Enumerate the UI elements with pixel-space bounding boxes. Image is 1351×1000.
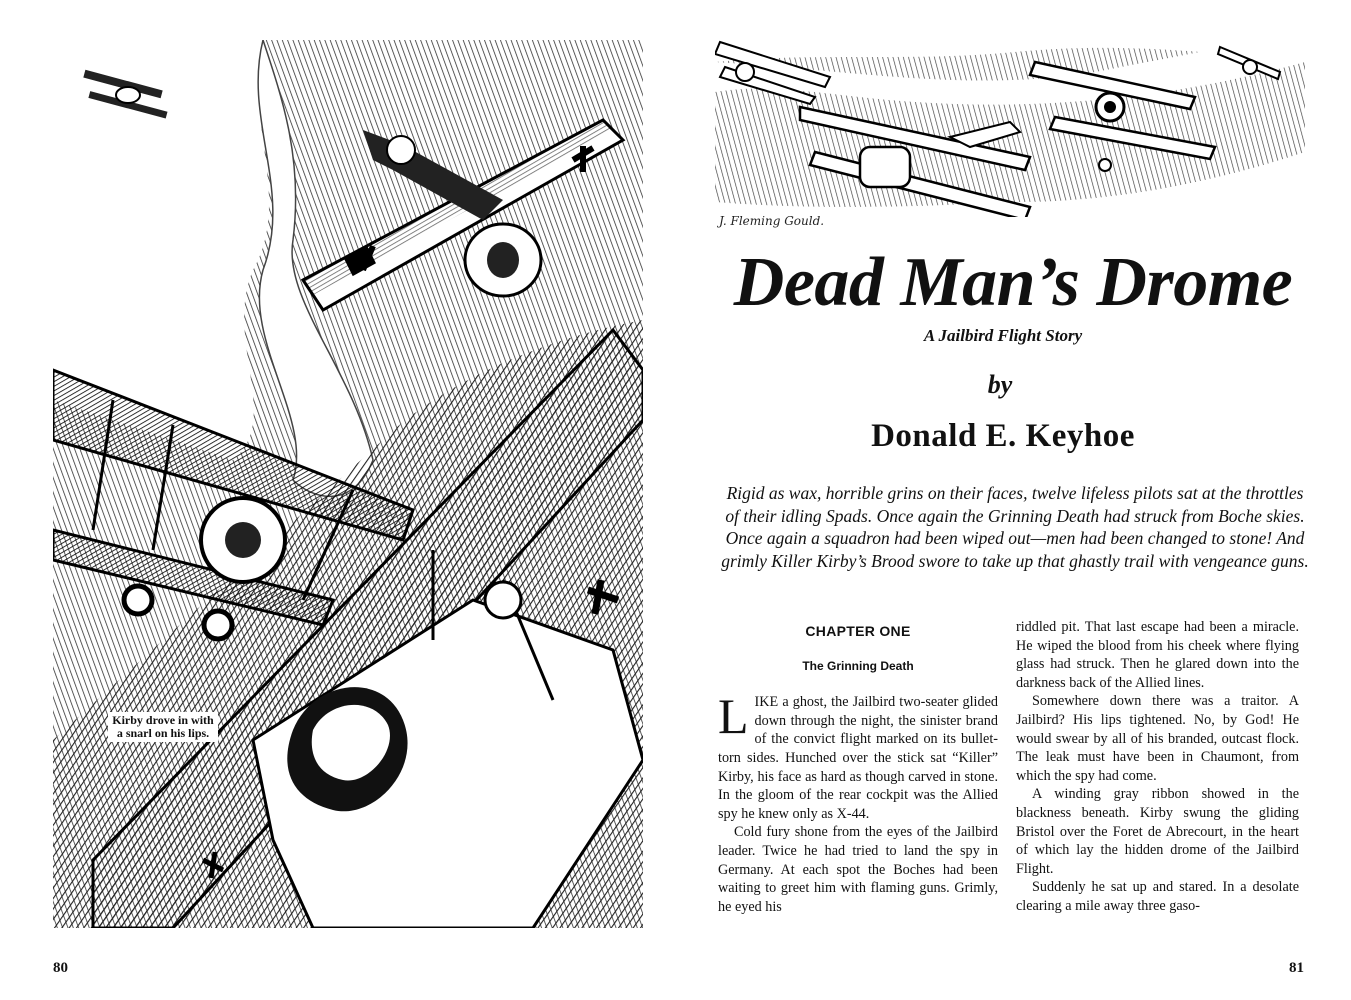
paragraph: A winding gray ribbon showed in the blackness beneath. Kirby swung the gliding Bristol over the Foret de Abrecourt, in the heart of which lay the hidden drome of the Jailbird Flight. bbox=[1016, 786, 1299, 877]
chapter-heading: CHAPTER ONE bbox=[805, 623, 911, 639]
paragraph: LIKE a ghost, the Jailbird two-seater glided down through the night, the sinister brand of the convict flight marked on its bullet-torn sides. Hunched over the stick sat “Killer” Kirby, his face as hard as though carved in stone. In the gloom of the rear cockpit was the Allied spy he knew only as X-44. bbox=[718, 688, 998, 822]
chapter-title: The Grinning Death bbox=[802, 658, 914, 673]
illustration-caption: Kirby drove in with a snarl on his lips. bbox=[108, 712, 218, 742]
text-column-2 bbox=[1016, 618, 1299, 916]
paragraph: Suddenly he sat up and stared. In a desolate clearing a mile away three gaso- bbox=[1016, 879, 1299, 914]
byline: by bbox=[987, 370, 1013, 399]
paragraph: Cold fury shone from the eyes of the Jailbird leader. Twice he had tried to land the spy in Germany. At each spot the Boches had been waiting to greet him with flaming guns. Grimly, he eyed his bbox=[718, 824, 998, 915]
artist-signature: J. Fleming Gould. bbox=[719, 214, 825, 228]
page-number-right: 81 bbox=[1289, 960, 1304, 976]
right-page bbox=[675, 0, 1351, 1000]
story-blurb: Rigid as wax, horrible grins on their faces, twelve lifeless pilots sat at the throttles of their idling Spads. Once again the Grinning Death had struck from Boche skies. Once again a squadron had been wiped out—men had been changed to stone! And grimly Killer Kirby’s Brood swore to take up that ghastly trail with vengeance guns. bbox=[721, 483, 1309, 571]
story-subtitle: A Jailbird Flight Story bbox=[923, 326, 1083, 345]
paragraph: Somewhere down there was a traitor. A Jailbird? His lips tightened. No, by God! He would swear by all of his branded, outcast flock. The leak must have been in Chaumont, from which the spy had come. bbox=[1016, 693, 1299, 784]
text-column-1 bbox=[718, 618, 998, 916]
dogfight-illustration bbox=[53, 40, 643, 928]
story-title: Dead Man’s Drome bbox=[733, 244, 1293, 321]
page-number-left: 80 bbox=[53, 960, 68, 976]
author-name: Donald E. Keyhoe bbox=[871, 418, 1135, 454]
left-page bbox=[0, 0, 675, 1000]
drop-cap: L bbox=[718, 688, 749, 745]
paragraph: riddled pit. That last escape had been a miracle. He wiped the blood from his cheek where flying glass had struck. Then he glared down into the darkness back of the Allied lines. bbox=[1016, 619, 1299, 691]
header-illustration bbox=[715, 32, 1305, 217]
